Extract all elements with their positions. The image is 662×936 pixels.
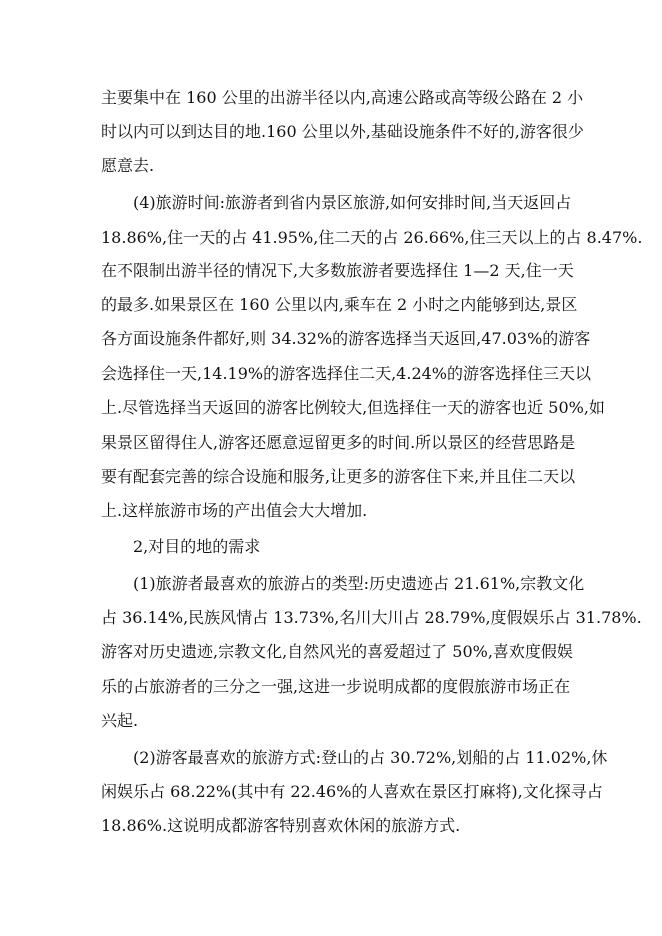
text-line: 各方面设施条件都好,则 34.32%的游客选择当天返回,47.03%的游客 [101, 329, 591, 348]
text-line: 占 36.14%,民族风情占 13.73%,名川大川占 28.79%,度假娱乐占 31.78%. [101, 608, 642, 627]
text-line: (2)游客最喜欢的旅游方式:登山的占 30.72%,划船的占 11.02%,休 [133, 748, 608, 767]
text-line: 要有配套完善的综合设施和服务,让更多的游客住下来,并且住二天以 [101, 467, 576, 486]
section-heading: 2,对目的地的需求 [133, 537, 261, 556]
text-line: (4)旅游时间:旅游者到省内景区旅游,如何安排时间,当天返回占 [133, 193, 572, 212]
text-line: 乐的占旅游者的三分之一强,这进一步说明成都的度假旅游市场正在 [101, 677, 571, 696]
text-line: 的最多.如果景区在 160 公里以内,乘车在 2 小时之内能够到达,景区 [101, 295, 578, 314]
text-line: 上.尽管选择当天返回的游客比例较大,但选择住一天的游客也近 50%,如 [101, 398, 605, 417]
text-line: 游客对历史遗迹,宗教文化,自然风光的喜爱超过了 50%,喜欢度假娱 [101, 642, 573, 661]
text-line: 18.86%.这说明成都游客特别喜欢休闲的旅游方式. [101, 816, 461, 835]
text-line: 兴起. [101, 711, 139, 730]
text-line: 会选择住一天,14.19%的游客选择住二天,4.24%的游客选择住三天以 [101, 364, 592, 383]
text-line: 18.86%,住一天的占 41.95%,住二天的占 26.66%,住三天以上的占 8.47%. [101, 228, 643, 247]
text-line: (1)旅游者最喜欢的旅游占的类型:历史遗迹占 21.61%,宗教文化 [133, 574, 585, 593]
text-line: 闲娱乐占 68.22%(其中有 22.46%的人喜欢在景区打麻将),文化探寻占 [101, 782, 603, 801]
text-line: 果景区留得住人,游客还愿意逗留更多的时间.所以景区的经营思路是 [101, 433, 576, 452]
text-line: 主要集中在 160 公里的出游半径以内,高速公路或高等级公路在 2 小 [101, 88, 584, 107]
text-line: 时以内可以到达目的地.160 公里以外,基础设施条件不好的,游客很少 [101, 122, 584, 141]
text-line: 在不限制出游半径的情况下,大多数旅游者要选择住 1—2 天,住一天 [101, 261, 574, 280]
text-line: 愿意去. [101, 156, 155, 175]
text-line: 上.这样旅游市场的产出值会大大增加. [101, 501, 368, 520]
